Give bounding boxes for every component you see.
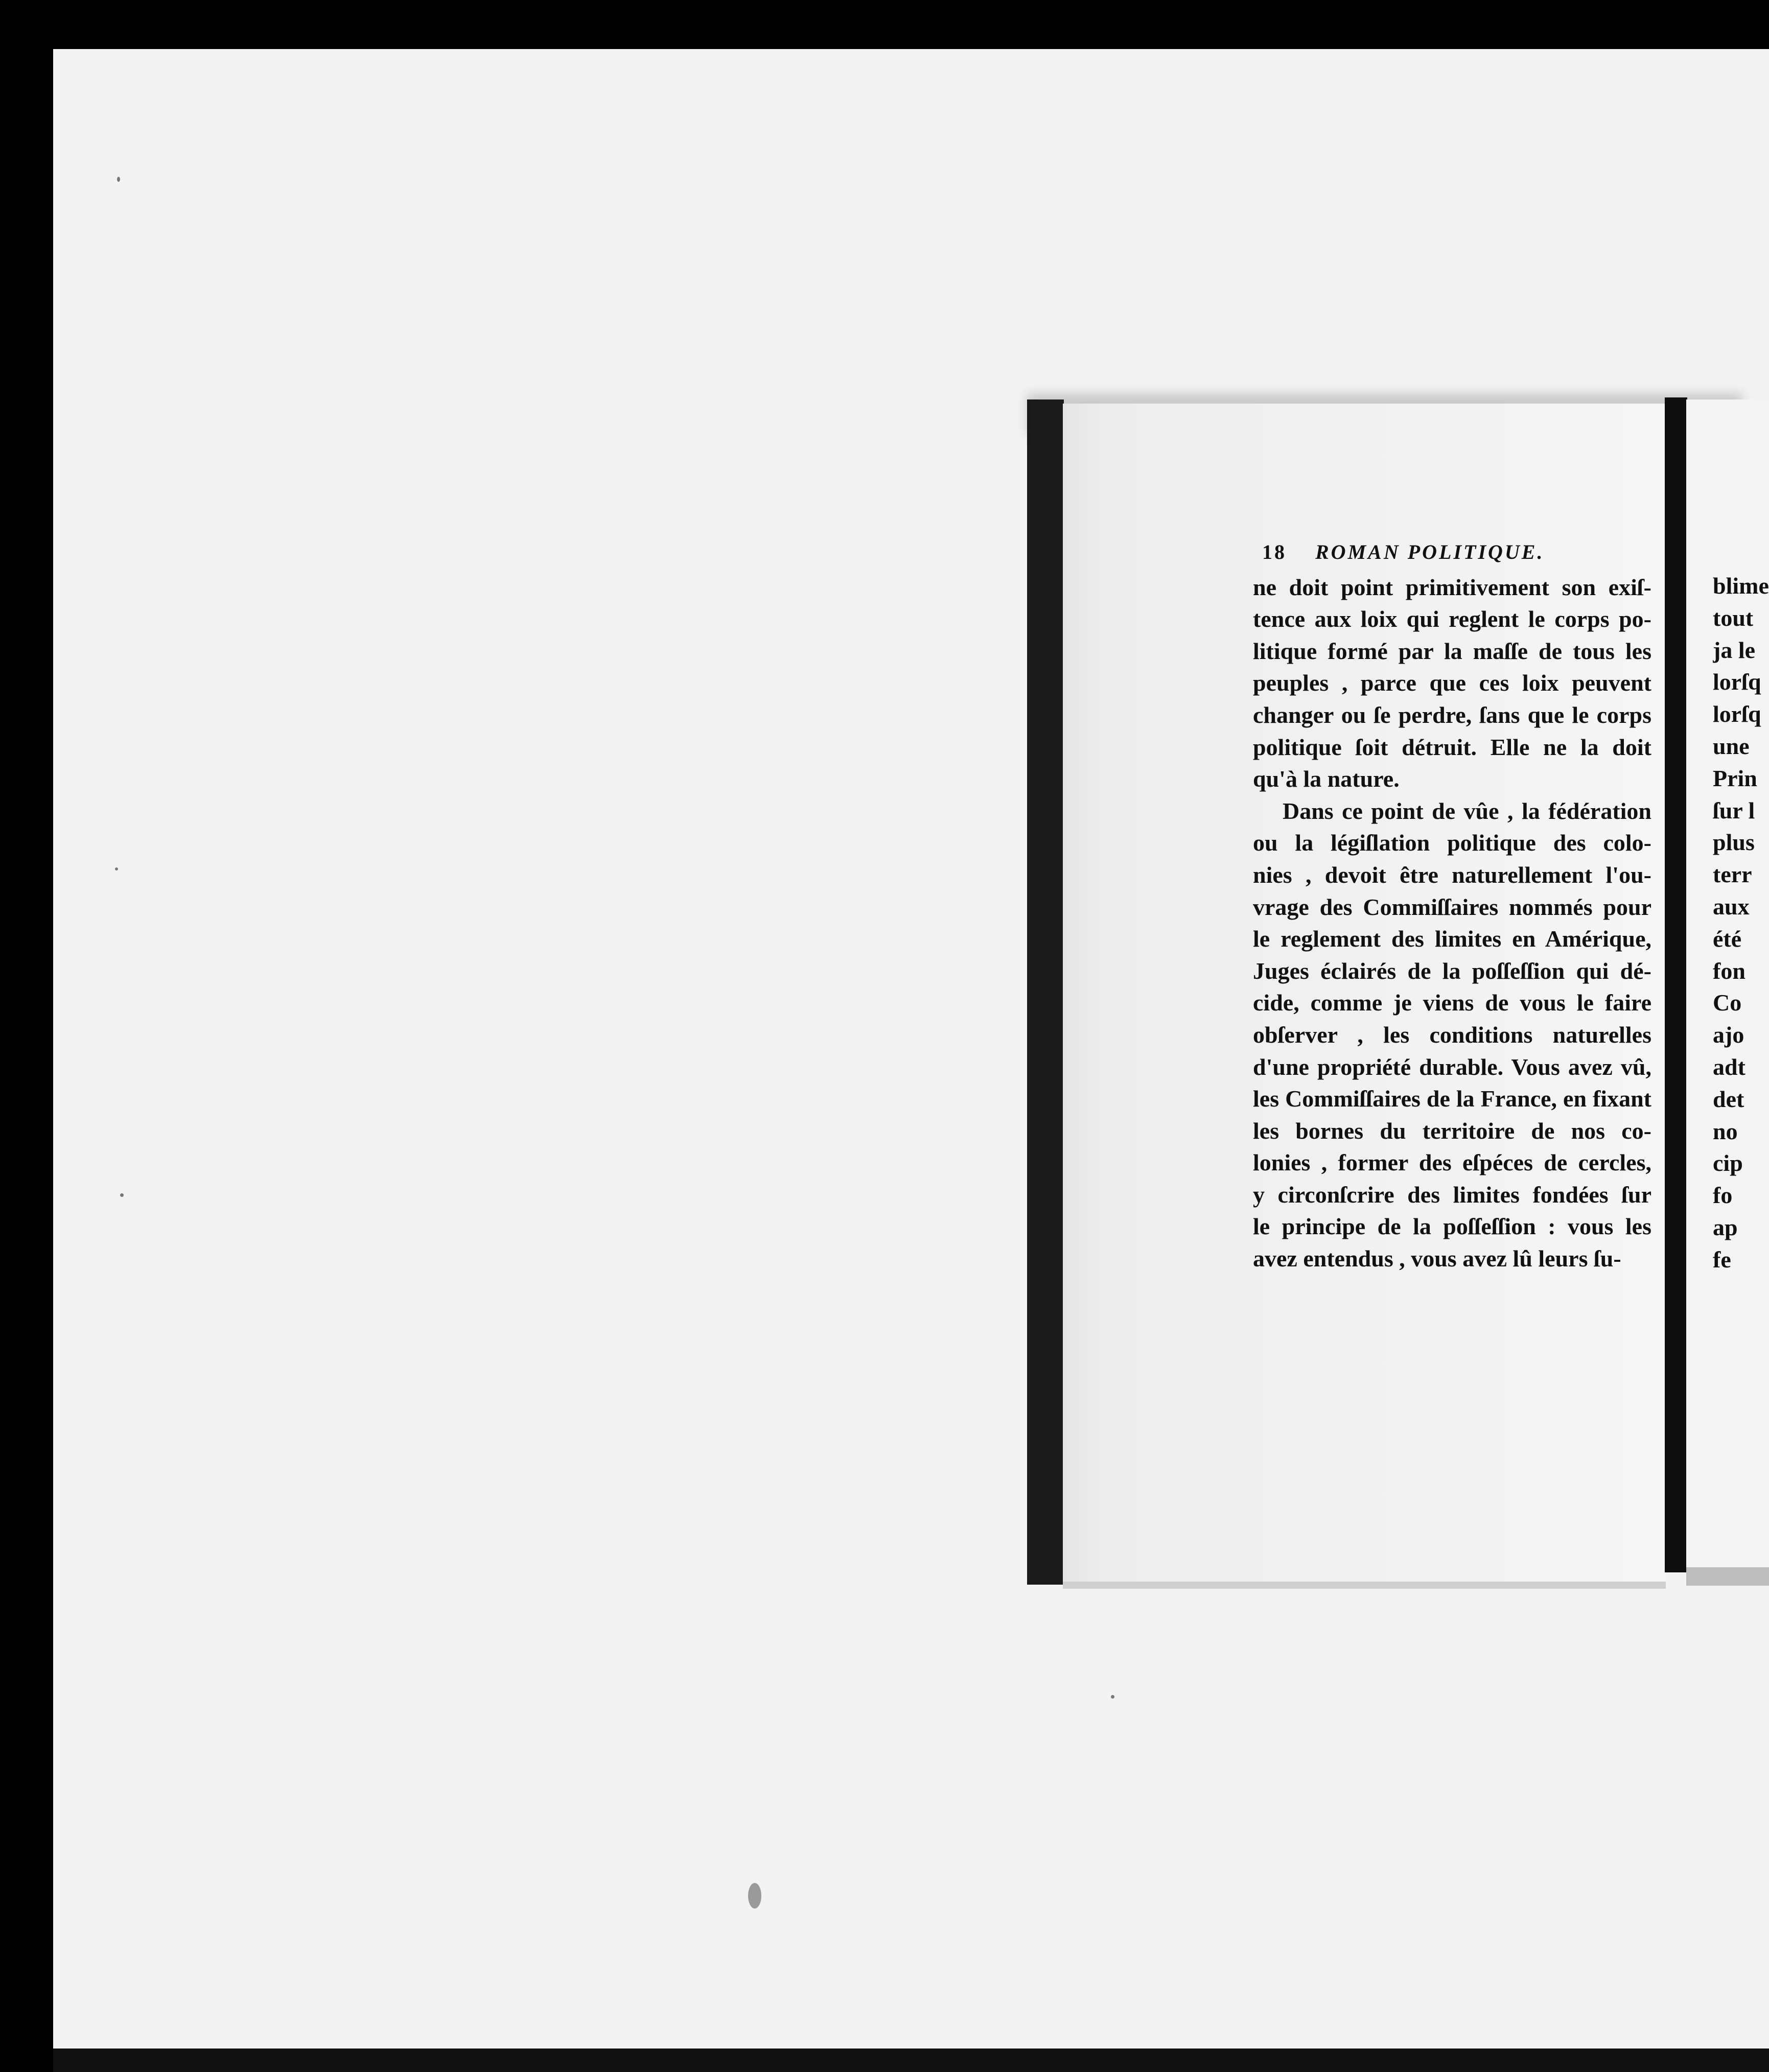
right-page-text [1713, 570, 1769, 1276]
text-line-fragment: blime [1713, 573, 1769, 599]
text-line-fragment: terr [1713, 861, 1752, 888]
page-number: 18 [1262, 540, 1287, 563]
bottom-border [53, 2049, 1769, 2072]
running-head: ROMAN POLITIQUE. [1315, 540, 1545, 563]
right-page-bottom-edge [1686, 1567, 1769, 1586]
text-line-fragment: fo [1713, 1182, 1733, 1209]
dust-speck [1111, 1695, 1114, 1699]
dust-speck [117, 177, 120, 182]
text-line-fragment: ajo [1713, 1022, 1744, 1048]
text-line-fragment: Prin [1713, 765, 1757, 791]
text-line: changer ou ſe perdre, ſans que le corps [1253, 701, 1651, 728]
text-line: qu'à la nature. [1253, 766, 1400, 792]
text-line-fragment: aux [1713, 893, 1750, 920]
text-line-fragment: ſur l [1713, 797, 1755, 823]
text-line-fragment: fe [1713, 1246, 1731, 1273]
text-line-fragment: ja le [1713, 637, 1756, 663]
text-line: litique formé par la maſſe de tous les [1253, 638, 1651, 664]
text-line: tence aux loix qui reglent le corps po- [1253, 606, 1651, 632]
text-line: les Commiſſaires de la France, en fixant [1253, 1086, 1651, 1112]
text-line-fragment: ap [1713, 1214, 1738, 1240]
dust-speck [120, 1193, 124, 1197]
text-line-fragment: adt [1713, 1053, 1745, 1080]
text-line: obſerver , les conditions naturelles [1253, 1021, 1651, 1048]
page-header [1262, 536, 1651, 569]
text-line-fragment: lorſq [1713, 701, 1761, 727]
text-line: Juges éclairés de la poſſeſſion qui dé- [1253, 957, 1651, 984]
text-line: nies , devoit être naturellement l'ou- [1253, 861, 1651, 888]
text-line: avez entendus , vous avez lû leurs ſu- [1253, 1245, 1621, 1272]
text-line: d'une propriété durable. Vous avez vû, [1253, 1053, 1651, 1080]
text-line: les bornes du territoire de nos co- [1253, 1117, 1651, 1144]
dust-speck [115, 867, 118, 870]
text-line: le reglement des limites en Amérique, [1253, 926, 1651, 952]
text-line-fragment: no [1713, 1118, 1738, 1144]
text-line: cide, comme je viens de vous le faire [1253, 990, 1651, 1016]
text-line-fragment: tout [1713, 604, 1754, 631]
text-line: y circonſcrire des limites fondées ſur [1253, 1181, 1651, 1208]
text-line-fragment: fon [1713, 957, 1745, 984]
text-line-fragment: plus [1713, 829, 1755, 856]
dust-speck [748, 1883, 761, 1909]
body-text [1253, 572, 1651, 1275]
text-line: le principe de la poſſeſſion : vous les [1253, 1213, 1651, 1240]
text-line-fragment: det [1713, 1086, 1744, 1112]
text-line-fragment: été [1713, 925, 1742, 952]
text-line-fragment: Co [1713, 990, 1742, 1016]
left-cover-edge [1027, 399, 1064, 1585]
text-line: Dans ce point de vûe , la fédération [1283, 797, 1651, 824]
text-line-fragment: cip [1713, 1150, 1743, 1176]
text-line: ou la légiſlation politique des colo- [1253, 830, 1651, 856]
text-line: politique ſoit détruit. Elle ne la doit [1253, 734, 1651, 760]
text-line: peuples , parce que ces loix peuvent [1253, 670, 1651, 696]
text-line-fragment: lorſq [1713, 669, 1761, 695]
text-line-fragment: une [1713, 733, 1750, 759]
text-line: lonies , former des eſpéces de cercles, [1253, 1149, 1651, 1176]
book-gutter [1665, 397, 1687, 1572]
left-page-text [1253, 536, 1651, 1275]
left-page-bottom-edge [1063, 1582, 1666, 1589]
text-line: vrage des Commiſſaires nommés pour [1253, 893, 1651, 920]
text-line: ne doit point primitivement son exiſ- [1253, 574, 1651, 600]
